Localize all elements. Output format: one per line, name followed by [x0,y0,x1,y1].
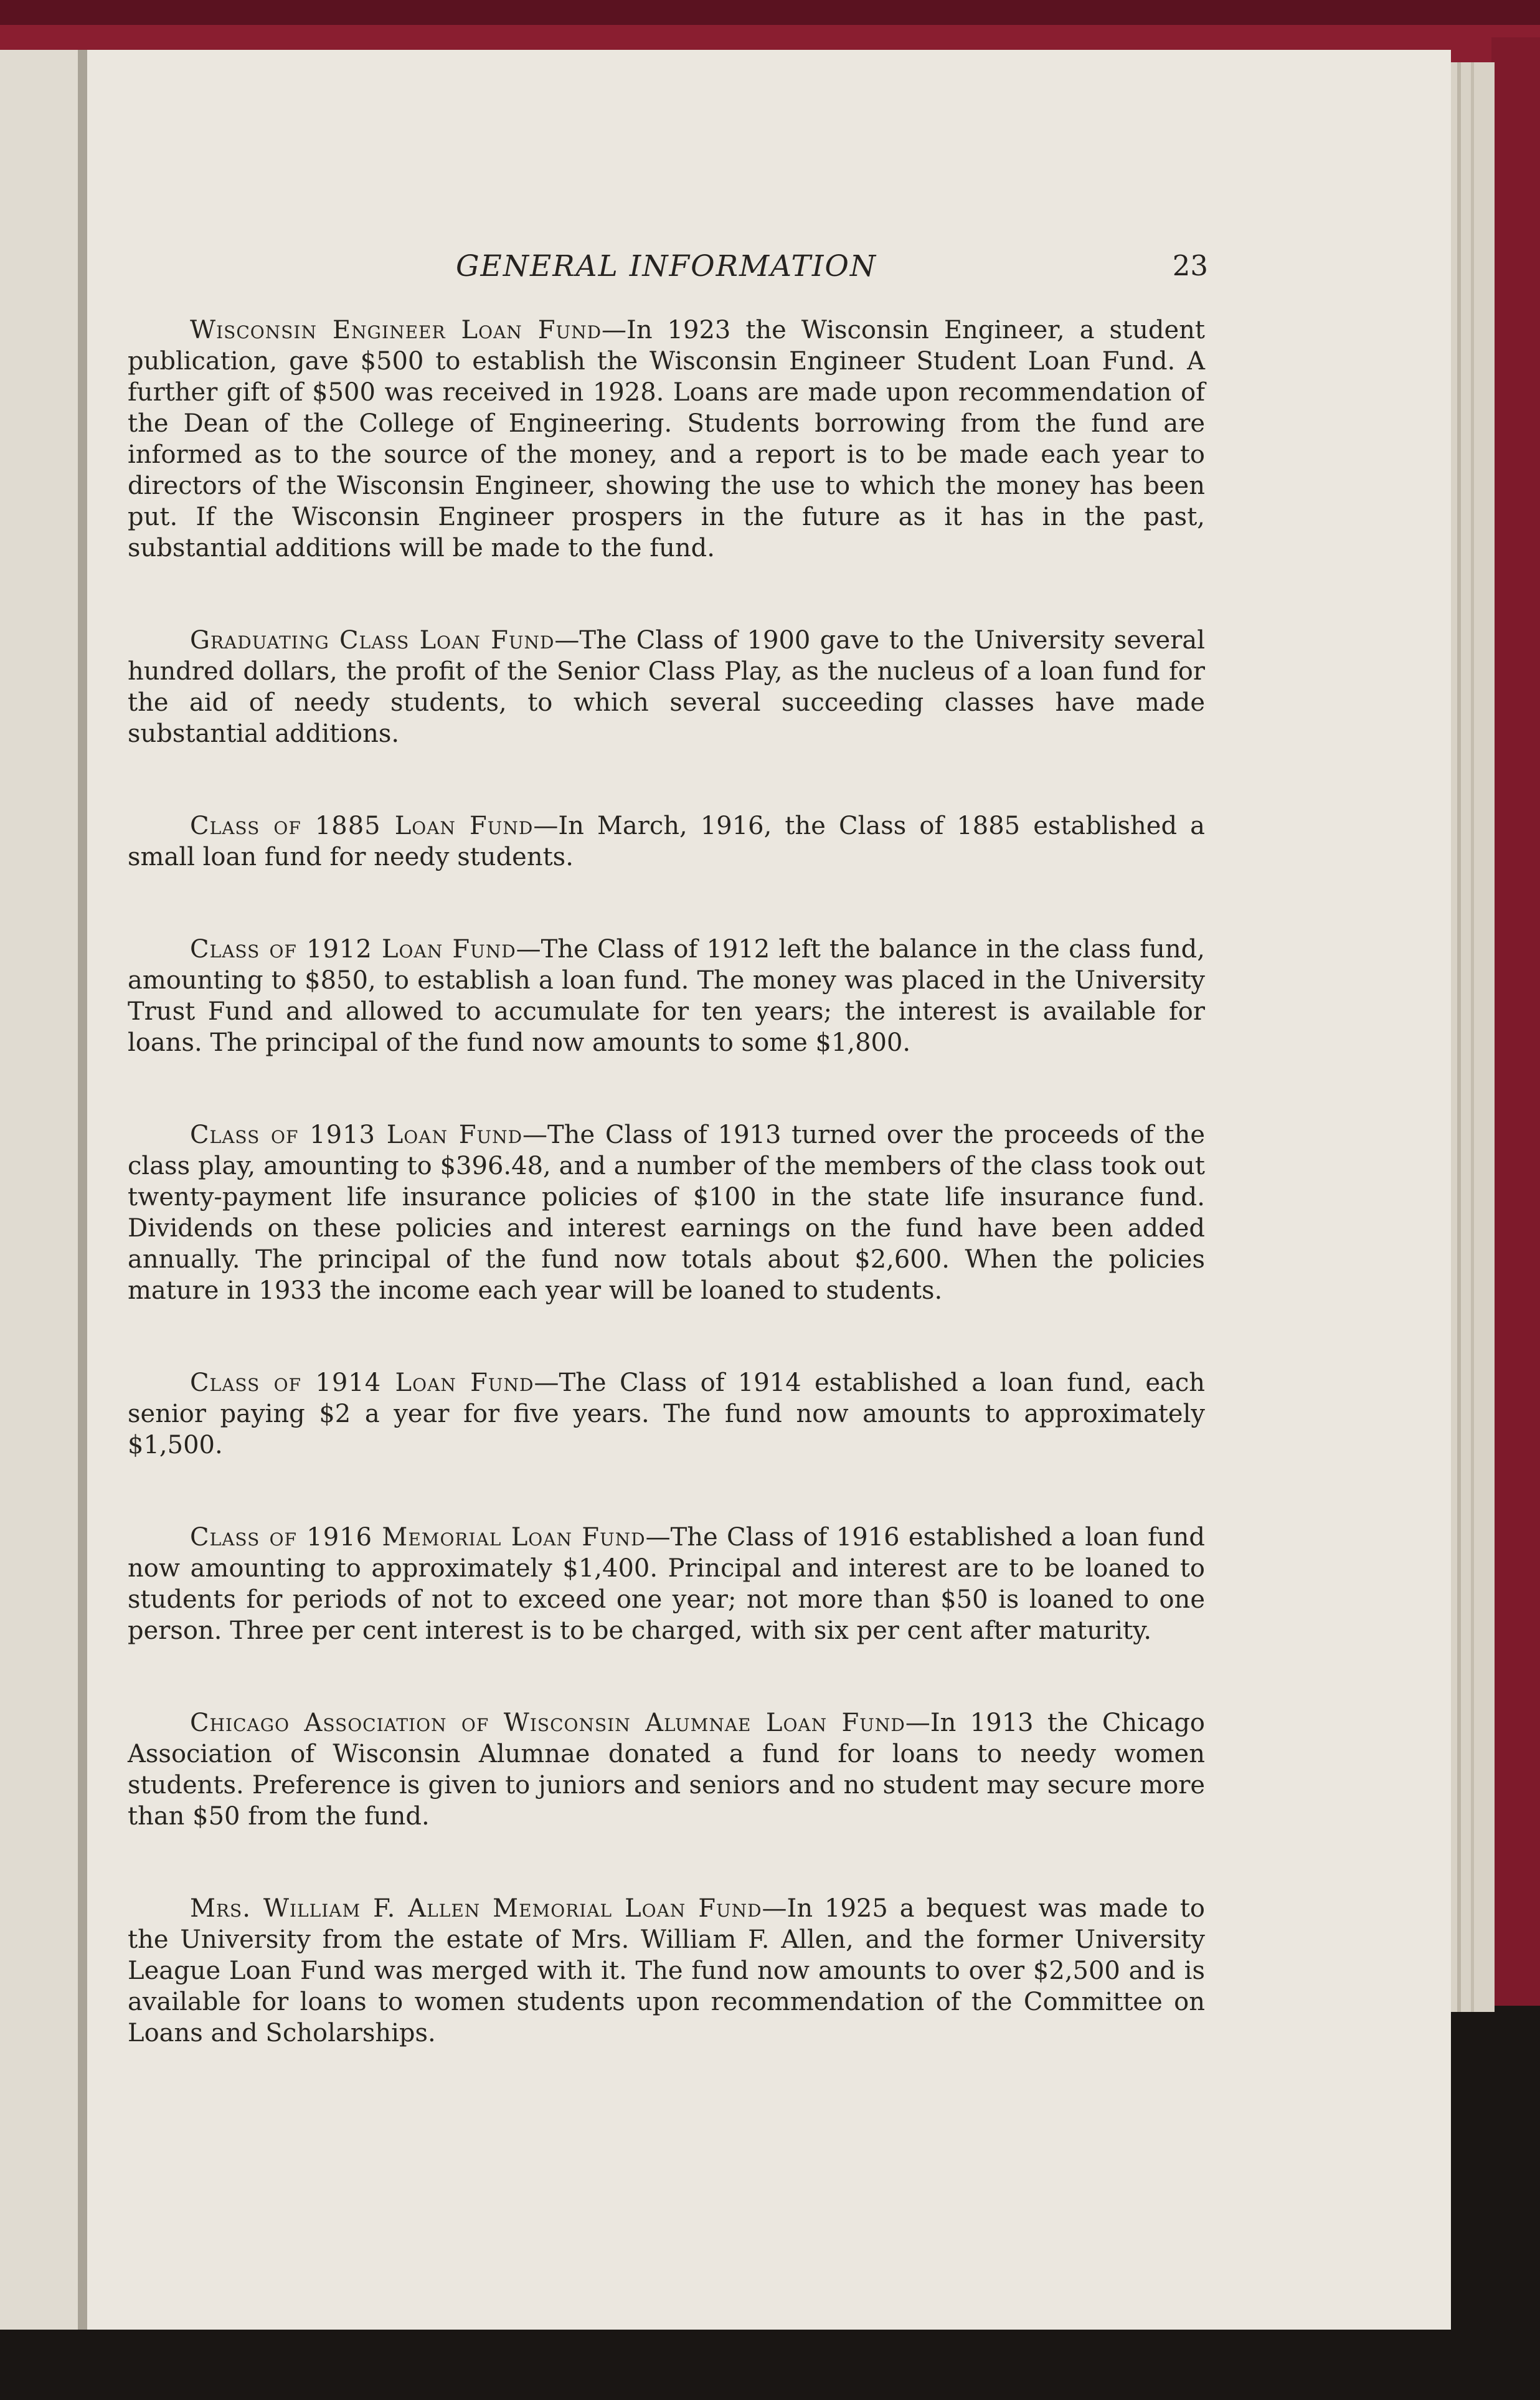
fund-text: The Class of 1916 established a loan fund now amounting to approximately $1,400. Principal and interest are to be loaned to students for periods of not to exceed one year; not more than $50 is loaned to one person. Three per cent interest is to be charged, with six per cent after maturity. [128,1523,1206,1645]
fund-text: The Class of 1912 left the balance in the class fund, amounting to $850, to establish a loan fund. The money was placed in the University Trust Fund and allowed to accumulate for ten years; the interest is available for loans. The principal of the fund now amounts to some $1,800. [128,935,1205,1057]
fund-text: The Class of 1913 turned over the proceeds of the class play, amounting to $396.48, and a number of the members of the class took out twenty-payment life insurance policies of $100 in the state life insurance fund. Dividends on these policies and interest earnings on the fund have been added annually. The principal of the fund now totals about $2,600. When the policies mature in 1933 the income each year will be loaned to students. [128,1121,1206,1305]
fund-title: Class of 1916 Memorial Loan Fund [190,1523,646,1552]
fund-title: Class of 1885 Loan Fund [190,812,534,840]
fund-paragraph: Class of 1885 Loan Fund—In March, 1916, the Class of 1885 established a small loan fund for needy students. [128,812,1205,871]
loan-funds-section [128,315,1205,2110]
fund-title: Class of 1914 Loan Fund [190,1368,534,1397]
fund-paragraph: Graduating Class Loan Fund—The Class of 1900 gave to the University several hundred dollars, the profit of the Senior Class Play, as the nucleus of a loan fund for the aid of needy students, to which several succeeding classes have made substantial additions. [128,626,1205,748]
fund-text: The Class of 1914 established a loan fund, each senior paying $2 a year for five years. The fund now amounts to approximately $1,500. [128,1368,1206,1459]
fund-title: Chicago Association of Wisconsin Alumnae Loan Fund [190,1709,905,1737]
fund-title: Graduating Class Loan Fund [190,626,555,655]
fund-text: In March, 1916, the Class of 1885 established a small loan fund for needy students. [128,812,1205,871]
fund-text: The Class of 1900 gave to the University several hundred dollars, the profit of the Senior Class Play, as the nucleus of a loan fund for the aid of needy students, to which several succeeding classes have made substantial additions. [128,626,1205,748]
fund-title: Mrs. William F. Allen Memorial Loan Fund [190,1894,762,1923]
fund-paragraph: Class of 1913 Loan Fund—The Class of 1913 turned over the proceeds of the class play, amounting to $396.48, and a number of the members of the class took out twenty-payment life insurance policies of $100 in the state life insurance fund. Dividends on these policies and interest earnings on the fund have been added annually. The principal of the fund now totals about $2,600. When the policies mature in 1933 the income each year will be loaned to students. [128,1121,1206,1305]
fund-paragraph: Mrs. William F. Allen Memorial Loan Fund—In 1925 a bequest was made to the University from the estate of Mrs. William F. Allen, and the former University League Loan Fund was merged with it. The fund now amounts to over $2,500 and is available for loans to women students upon recommendation of the Committee on Loans and Scholarships. [128,1894,1205,2047]
fund-paragraph: Class of 1914 Loan Fund—The Class of 1914 established a loan fund, each senior paying $2 a year for five years. The fund now amounts to approximately $1,500. [128,1368,1206,1459]
fund-paragraph: Chicago Association of Wisconsin Alumnae Loan Fund—In 1913 the Chicago Association of Wisconsin Alumnae donated a fund for loans to needy women students. Preference is given to juniors and seniors and no student may secure more than $50 from the fund. [128,1709,1205,1831]
fund-title: Wisconsin Engineer Loan Fund [190,316,602,344]
fund-title: Class of 1913 Loan Fund [190,1121,523,1149]
page-number: 23 [1172,249,1208,282]
fund-paragraph: Class of 1912 Loan Fund—The Class of 1912 left the balance in the class fund, amounting to $850, to establish a loan fund. The money was placed in the University Trust Fund and allowed to accumulate for ten years; the interest is available for loans. The principal of the fund now amounts to some $1,800. [128,935,1205,1057]
running-head: GENERAL INFORMATION [456,249,877,283]
fund-paragraph: Class of 1916 Memorial Loan Fund—The Class of 1916 established a loan fund now amounting to approximately $1,400. Principal and interest are to be loaned to students for periods of not to exceed one year; not more than $50 is loaned to one person. Three per cent interest is to be charged, with six per cent after maturity. [128,1523,1206,1645]
fund-text: In 1925 a bequest was made to the University from the estate of Mrs. William F. Allen, and the former University League Loan Fund was merged with it. The fund now amounts to over $2,500 and is available for loans to women students upon recommendation of the Committee on Loans and Scholarships. [128,1894,1205,2047]
fund-title: Class of 1912 Loan Fund [190,935,516,964]
fund-text: In 1913 the Chicago Association of Wisconsin Alumnae donated a fund for loans to needy women students. Preference is given to juniors and seniors and no student may secure more than $50 from the fund. [128,1709,1205,1831]
binding-red-right [1491,37,1540,2006]
page-header [187,249,1208,293]
fund-text: In 1923 the Wisconsin Engineer, a student publication, gave $500 to establish the Wisconsin Engineer Student Loan Fund. A further gift of $500 was received in 1928. Loans are made upon recommendation of the Dean of the College of Engineering. Students borrowing from the fund are informed as to the source of the money, and a report is to be made each year to directors of the Wisconsin Engineer, showing the use to which the money has been put. If the Wisconsin Engineer prospers in the future as it has in the past, substantial additions will be made to the fund. [128,316,1205,562]
fund-paragraph: Wisconsin Engineer Loan Fund—In 1923 the Wisconsin Engineer, a student publication, gave $500 to establish the Wisconsin Engineer Student Loan Fund. A further gift of $500 was received in 1928. Loans are made upon recommendation of the Dean of the College of Engineering. Students borrowing from the fund are informed as to the source of the money, and a report is to be made each year to directors of the Wisconsin Engineer, showing the use to which the money has been put. If the Wisconsin Engineer prospers in the future as it has in the past, substantial additions will be made to the fund. [128,316,1205,562]
facing-page [0,50,84,2330]
